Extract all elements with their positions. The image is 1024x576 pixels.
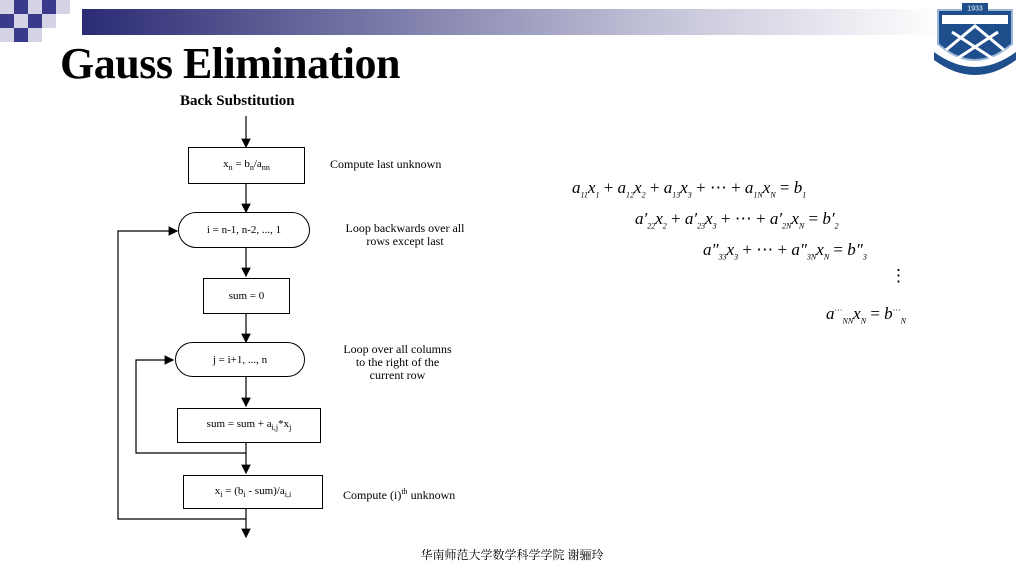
equation-row-1: $a_{11}x_1 + a_{12}x_2 + a_{13}x_3$ + ⋯ + $a_{1N}x_N = b_1$ <box>572 178 807 200</box>
accumulate-box: sum = sum + $a_{i,j}*x_j$ <box>177 408 321 443</box>
compute-note-prefix: Compute (i) <box>343 488 402 502</box>
inner-loop-box: j = i+1, ..., n <box>175 342 305 377</box>
sum-init-box: sum = 0 <box>203 278 290 314</box>
outer-loop-note <box>325 222 485 248</box>
compute-unknown-note: Compute $(i)^{th}$ unknown <box>343 487 456 502</box>
compute-unknown-box: $x_i = (b_i - sum)/a_{i,i}$ <box>183 475 323 509</box>
compute-note-suffix: unknown <box>407 488 456 502</box>
last-unknown-note: Compute last unknown <box>330 157 442 171</box>
inner-loop-note <box>325 343 470 382</box>
equation-row-n: $a^\cdots_{NN}x_N = b^\cdots_N$ <box>826 304 906 326</box>
equation-row-2: $a'_{22}x_2 + a'_{23}x_3$ + ⋯ + $a'_{2N}x_N = b'_2$ <box>635 209 839 231</box>
equation-row-3: $a''_{33}x_3$ + ⋯ + $a''_{3N}x_N = b''_3$ <box>703 240 867 262</box>
outer-loop-note-line2: rows except last <box>366 234 444 248</box>
outer-loop-note-line1: Loop backwards over all <box>345 221 465 235</box>
inner-loop-note-line3: current row <box>369 368 426 382</box>
inner-loop-note-line2: to the right of the <box>355 355 440 369</box>
inner-loop-note-line1: Loop over all columns <box>343 342 452 356</box>
footer-credit: 华南师范大学数学科学学院 谢骊玲 <box>420 548 604 562</box>
vertical-ellipsis: ⋮ <box>890 266 907 285</box>
accumulate-prefix: sum = sum + a <box>206 418 272 431</box>
slide-title: Gauss Elimination <box>60 39 400 88</box>
outer-loop-box: i = n-1, n-2, ..., 1 <box>178 212 310 248</box>
flowchart-title: Back Substitution <box>180 93 295 109</box>
last-unknown-box: $x_n = b_n/a_{nn}$ <box>188 147 305 184</box>
svg-text:1933: 1933 <box>967 5 983 13</box>
